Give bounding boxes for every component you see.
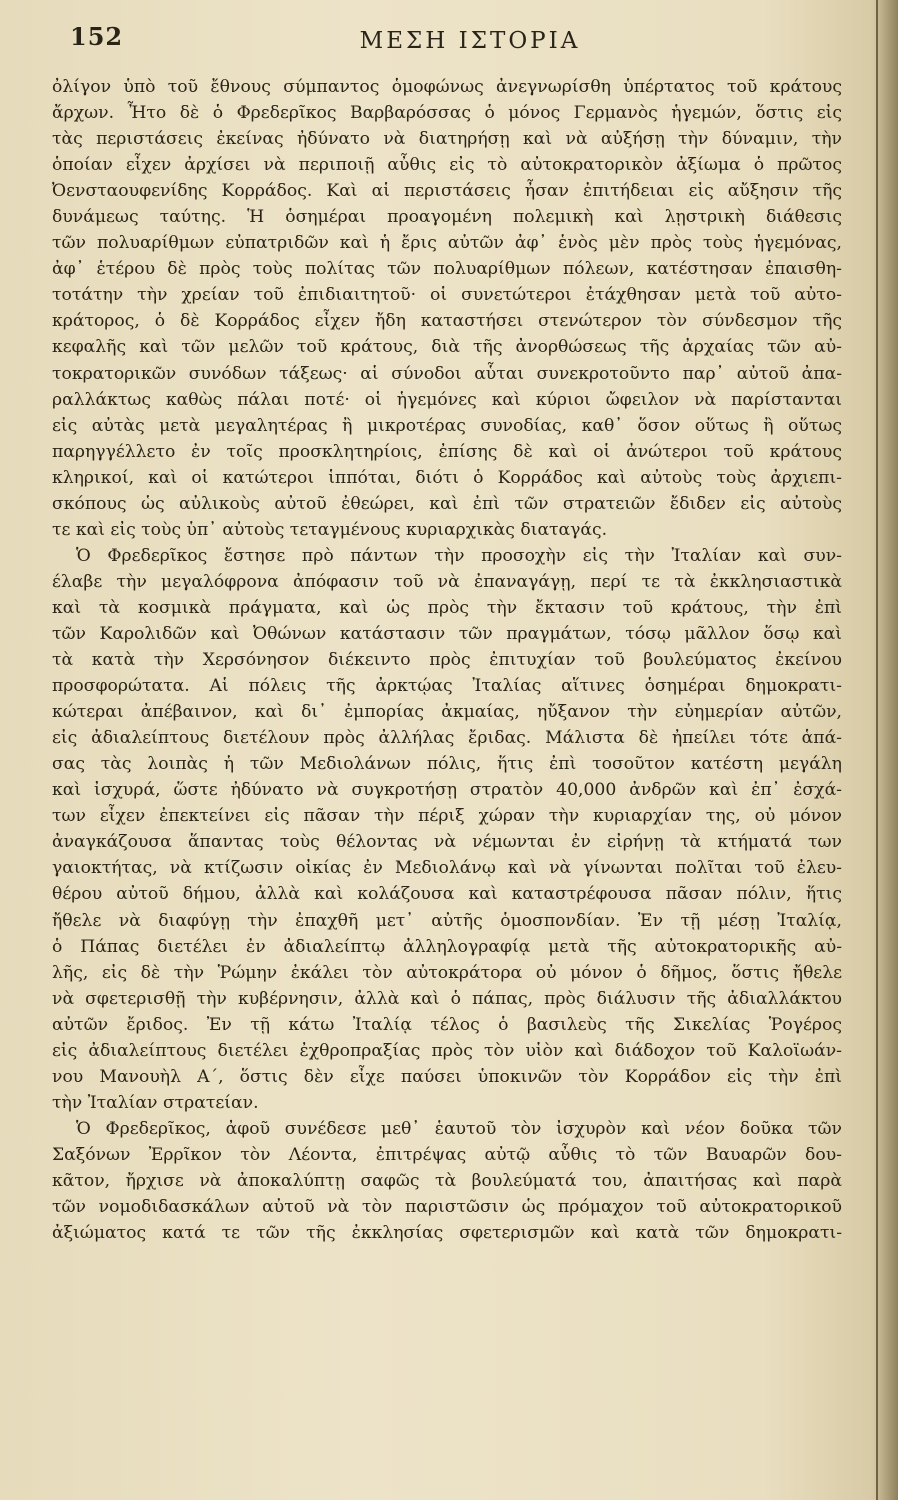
text-line: ραλλάκτως καθὼς πάλαι ποτέ· οἱ ἡγεμόνες καὶ κύριοι ὤφειλον νὰ παρίστανται [52,389,842,410]
text-line: ὁ Πάπας διετέλει ἐν ἀδιαλείπτῳ ἀλληλογραφίᾳ μετὰ τῆς αὐτοκρατορικῆς αὐ- [52,936,842,957]
text-line: ὁποίαν εἶχεν ἀρχίσει νὰ περιποιῇ αὖθις εἰς τὸ αὐτοκρατορικὸν ἀξίωμα ὁ πρῶτος [52,155,842,176]
text-line: τοτάτην τὴν χρείαν τοῦ ἐπιδιαιτητοῦ· οἱ συνετώτεροι ἐτάχθησαν μετὰ τοῦ αὐτο- [52,285,842,306]
text-line: τὰ κατὰ τὴν Χερσόνησον διέκειντο πρὸς ἐπιτυχίαν τοῦ βουλεύματος ἐκείνου [52,650,842,671]
text-line: έλαβε τὴν μεγαλόφρονα ἀπόφασιν τοῦ νὰ ἐπαναγάγῃ, περί τε τὰ ἐκκλησιαστικὰ [52,571,842,592]
text-line: ἄρχων. Ἦτο δὲ ὁ Φρεδερῖκος Βαρβαρόσσας ὁ μόνος Γερμανὸς ἡγεμών, ὅστις εἰς [52,103,842,124]
text-line: δυνάμεως ταύτης. Ἡ ὁσημέραι προαγομένη πολεμικὴ καὶ λῃστρικὴ διάθεσις [52,207,842,228]
text-line: ὀλίγον ὑπὸ τοῦ ἔθνους σύμπαντος ὁμοφώνως ἀνεγνωρίσθη ὑπέρτατος τοῦ κράτους [52,77,842,97]
text-line: τῶν νομοδιδασκάλων αὐτοῦ νὰ τὸν παριστῶσιν ὡς πρόμαχον τοῦ αὐτοκρατορικοῦ [52,1197,842,1218]
text-line: τοκρατορικῶν συνόδων τάξεως· αἱ σύνοδοι αὗται συνεκροτοῦντο παρ᾽ αὐτοῦ ἀπα- [52,363,842,384]
text-line: γαιοκτήτας, νὰ κτίζωσιν οἰκίας ἐν Μεδιολάνῳ καὶ νὰ γίνωνται πολῖται τοῦ ἐλευ- [52,858,842,879]
text-line: τῶν πολυαρίθμων εὐπατριδῶν καὶ ἡ ἔρις αὐτῶν ἀφ᾽ ἑνὸς μὲν πρὸς τοὺς ἡγεμόνας, [52,233,842,254]
book-spine [876,0,898,1500]
text-line: Ὀενσταουφενίδης Κορράδος. Καὶ αἱ περιστάσεις ἦσαν ἐπιτήδειαι εἰς αὔξησιν τῆς [52,181,842,202]
text-line: Ὁ Φρεδερῖκος ἔστησε πρὸ πάντων τὴν προσοχὴν εἰς τὴν Ἰταλίαν καὶ συν- [76,545,842,566]
text-line: τὴν Ἰταλίαν στρατείαν. [52,1092,259,1113]
page-number: 152 [70,22,124,51]
text-line: Σαξόνων Ἐρρῖκον τὸν Λέοντα, ἐπιτρέψας αὐτῷ αὖθις τὸ τῶν Βαυαρῶν δου- [52,1144,842,1165]
running-title: ΜΕΣΗ ΙΣΤΟΡΙΑ [359,28,581,54]
text-line: Ὁ Φρεδερῖκος, ἀφοῦ συνέδεσε μεθ᾽ ἑαυτοῦ τὸν ἰσχυρὸν καὶ νέον δοῦκα τῶν [76,1118,842,1139]
text-line: τῶν Καρολιδῶν καὶ Ὀθώνων κατάστασιν τῶν πραγμάτων, τόσῳ μᾶλλον ὅσῳ καὶ [52,623,842,644]
text-line: νου Μανουὴλ Α΄, ὅστις δὲν εἶχε παύσει ὑποκινῶν τὸν Κορράδον εἰς τὴν ἐπὶ [52,1066,842,1087]
text-line: τὰς περιστάσεις ἐκείνας ἠδύνατο νὰ διατηρήσῃ καὶ νὰ αὐξήσῃ τὴν δύναμιν, τὴν [52,129,842,150]
text-line: κεφαλῆς καὶ τῶν μελῶν τοῦ κράτους, διὰ τῆς ἀνορθώσεως τῆς ἀρχαίας τῶν αὐ- [52,337,842,358]
text-line: εἰς ἀδιαλείπτους διετέλει ἐχθροπραξίας πρὸς τὸν υἱὸν καὶ διάδοχον τοῦ Καλοϊωάν- [52,1040,842,1061]
text-line: κληρικοί, καὶ οἱ κατώτεροι ἱππόται, διότι ὁ Κορράδος καὶ αὐτοὺς τοὺς ἀρχιεπι- [52,467,842,488]
page-header [70,22,840,62]
text-line: ἀφ᾽ ἑτέρου δὲ πρὸς τοὺς πολίτας τῶν πολυαρίθμων πόλεων, κατέστησαν ἐπαισθη- [52,259,842,280]
text-line: τε καὶ εἰς τοὺς ὑπ᾽ αὐτοὺς τεταγμένους κυριαρχικὰς διαταγάς. [52,519,608,540]
text-line: κώτεραι ἀπέβαινον, καὶ δι᾽ ἐμπορίας ἀκμαίας, ηὔξανον τὴν εὐημερίαν αὐτῶν, [52,702,842,723]
text-line: ἤθελε νὰ διαφύγῃ τὴν ἐπαχθῆ μετ᾽ αὐτῆς ὁμοσπονδίαν. Ἐν τῇ μέσῃ Ἰταλίᾳ, [52,910,842,931]
page-gutter-line [876,0,878,1500]
text-line: λῆς, εἰς δὲ τὴν Ῥώμην ἐκάλει τὸν αὐτοκράτορα οὐ μόνον ὁ δῆμος, ὅστις ἤθελε [52,962,842,983]
text-line: εἰς ἀδιαλείπτους διετέλουν πρὸς ἀλλήλας ἔριδας. Μάλιστα δὲ ἠπείλει τότε ἁπά- [52,728,842,749]
text-line: κράτορος, ὁ δὲ Κορράδος εἶχεν ἤδη καταστήσει στενώτερον τὸν σύνδεσμον τῆς [52,311,842,332]
text-line: σκόπους ὡς αὐλικοὺς αὐτοῦ ἐθεώρει, καὶ ἐπὶ τῶν στρατειῶν ἔδιδεν εἰς αὐτοὺς [52,493,842,514]
text-line: των εἶχεν ἐπεκτείνει εἰς πᾶσαν τὴν πέριξ χώραν τὴν κυριαρχίαν της, οὐ μόνον [52,806,842,827]
text-line: προσφορώτατα. Αἱ πόλεις τῆς ἀρκτῴας Ἰταλίας αἵτινες ὁσημέραι δημοκρατι- [52,676,842,697]
body-text [52,74,842,1246]
text-line: καὶ τὰ κοσμικὰ πράγματα, καὶ ὡς πρὸς τὴν ἔκτασιν τοῦ κράτους, τὴν ἐπὶ [52,597,842,618]
text-line: νὰ σφετερισθῇ τὴν κυβέρνησιν, ἀλλὰ καὶ ὁ πάπας, πρὸς διάλυσιν τῆς ἀδιαλλάκτου [52,988,842,1009]
text-line: αὐτῶν ἔριδος. Ἐν τῇ κάτω Ἰταλίᾳ τέλος ὁ βασιλεὺς τῆς Σικελίας Ῥογέρος [52,1014,842,1035]
text-line: σας τὰς λοιπὰς ἡ τῶν Μεδιολάνων πόλις, ἥτις ἐπὶ τοσοῦτον κατέστη μεγάλη [52,754,842,775]
text-line: θέρου αὐτοῦ δήμου, ἀλλὰ καὶ κολάζουσα καὶ καταστρέφουσα πᾶσαν πόλιν, ἥτις [52,884,842,905]
text-line: ἀναγκάζουσα ἅπαντας τοὺς θέλοντας νὰ νέμωνται ἐν εἰρήνῃ τὰ κτήματά των [52,832,842,853]
text-line: καὶ ἰσχυρά, ὥστε ἠδύνατο νὰ συγκροτήσῃ στρατὸν 40,000 ἀνδρῶν καὶ ἐπ᾽ ἐσχά- [52,780,842,801]
text-line: ἀξιώματος κατά τε τῶν τῆς ἐκκλησίας σφετερισμῶν καὶ κατὰ τῶν δημοκρατι- [52,1223,842,1244]
text-line: εἰς αὐτὰς μετὰ μεγαλητέρας ἢ μικροτέρας συνοδίας, καθ᾽ ὅσον οὕτως ἢ οὕτως [52,415,842,436]
text-line: παρηγγέλλετο ἐν τοῖς προσκλητηρίοις, ἐπίσης δὲ καὶ οἱ ἀνώτεροι τοῦ κράτους [52,441,842,462]
text-line: κᾶτον, ἤρχισε νὰ ἀποκαλύπτῃ σαφῶς τὰ βουλεύματά του, ἀπαιτήσας καὶ παρὰ [52,1170,842,1191]
